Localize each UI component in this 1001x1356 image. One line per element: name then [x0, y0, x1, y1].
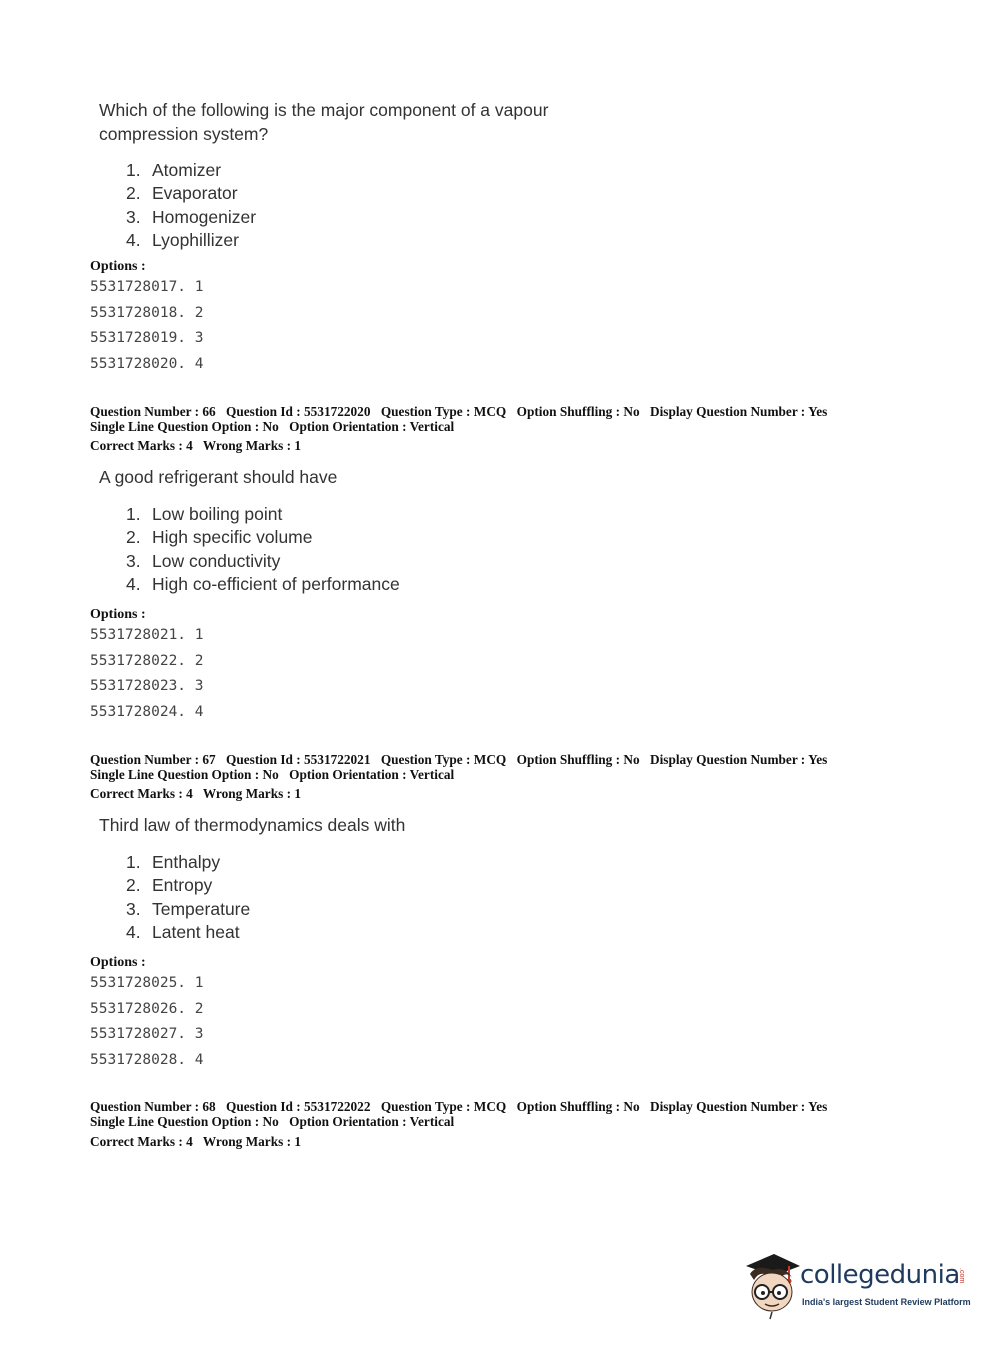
- single-line-option: Single Line Question Option : No: [90, 419, 279, 434]
- question-type: Question Type : MCQ: [380, 752, 507, 767]
- logo-domain-suffix: .com: [958, 1268, 965, 1284]
- display-question-number: Display Question Number : Yes: [649, 1099, 828, 1114]
- correct-marks: Correct Marks : 4: [90, 438, 193, 453]
- option-orientation: Option Orientation : Vertical: [289, 419, 455, 434]
- choice-item: 1. Enthalpy: [126, 852, 221, 872]
- option-id: 5531728023. 3: [90, 678, 204, 694]
- option-id: 5531728025. 1: [90, 975, 204, 991]
- question-id: Question Id : 5531722020: [226, 404, 371, 419]
- choice-item: 3. Temperature: [126, 898, 251, 919]
- choice-item: 1. Low boiling point: [126, 504, 283, 524]
- question-number: Question Number : 66: [90, 404, 216, 419]
- question-meta: [90, 752, 827, 782]
- option-id: 5531728017. 1: [90, 279, 204, 295]
- option-id: 5531728020. 4: [90, 355, 204, 372]
- logo-wordmark: collegedunia: [800, 1260, 960, 1290]
- option-id-list: [90, 275, 204, 377]
- option-shuffling: Option Shuffling : No: [516, 752, 640, 767]
- option-id: 5531728021. 1: [90, 627, 204, 643]
- choice-item: 4. Latent heat: [126, 921, 240, 942]
- display-question-number: Display Question Number : Yes: [649, 752, 828, 767]
- options-label: Options :: [90, 259, 146, 274]
- question-text: Third law of thermodynamics deals with: [99, 815, 406, 835]
- option-id: 5531728022. 2: [90, 652, 204, 669]
- wrong-marks: Wrong Marks : 1: [202, 438, 301, 453]
- marks-line: [90, 786, 301, 802]
- question-number: Question Number : 67: [90, 752, 216, 767]
- choice-list: [126, 503, 400, 596]
- question-id: Question Id : 5531722022: [226, 1099, 371, 1114]
- options-label: Options :: [90, 955, 146, 970]
- question-type: Question Type : MCQ: [380, 404, 507, 419]
- option-id: 5531728026. 2: [90, 1000, 204, 1017]
- question-id: Question Id : 5531722021: [226, 752, 371, 767]
- option-id-list: [90, 971, 204, 1073]
- option-id: 5531728027. 3: [90, 1026, 204, 1042]
- wrong-marks: Wrong Marks : 1: [202, 1134, 301, 1149]
- correct-marks: Correct Marks : 4: [90, 786, 193, 801]
- marks-line: [90, 438, 301, 454]
- options-label: Options :: [90, 607, 146, 622]
- question-type: Question Type : MCQ: [380, 1099, 507, 1114]
- single-line-option: Single Line Question Option : No: [90, 767, 279, 782]
- question-text: Which of the following is the major component of a vapour compression system?: [99, 100, 549, 144]
- correct-marks: Correct Marks : 4: [90, 1134, 193, 1149]
- single-line-option: Single Line Question Option : No: [90, 1114, 279, 1129]
- question-meta: [90, 1099, 827, 1129]
- choice-item: 2. Evaporator: [126, 183, 238, 204]
- option-id-list: [90, 623, 204, 725]
- question-number: Question Number : 68: [90, 1099, 216, 1114]
- option-id: 5531728028. 4: [90, 1051, 204, 1068]
- option-shuffling: Option Shuffling : No: [516, 404, 640, 419]
- option-id: 5531728019. 3: [90, 330, 204, 346]
- option-id: 5531728018. 2: [90, 304, 204, 321]
- option-orientation: Option Orientation : Vertical: [289, 767, 455, 782]
- question-meta: [90, 404, 827, 434]
- logo-tagline: India's largest Student Review Platform: [802, 1297, 971, 1307]
- wrong-marks: Wrong Marks : 1: [202, 786, 301, 801]
- collegedunia-logo[interactable]: [742, 1250, 972, 1322]
- mascot-icon: [742, 1250, 802, 1322]
- choice-item: 2. Entropy: [126, 875, 213, 896]
- choice-item: 4. High co-efficient of performance: [126, 573, 400, 594]
- marks-line: [90, 1134, 301, 1150]
- option-orientation: Option Orientation : Vertical: [289, 1114, 455, 1129]
- choice-item: 2. High specific volume: [126, 527, 313, 548]
- choice-item: 3. Low conductivity: [126, 550, 281, 571]
- display-question-number: Display Question Number : Yes: [649, 404, 828, 419]
- choice-list: [126, 159, 256, 252]
- option-shuffling: Option Shuffling : No: [516, 1099, 640, 1114]
- choice-item: 3. Homogenizer: [126, 206, 257, 227]
- choice-item: 1. Atomizer: [126, 160, 222, 180]
- choice-list: [126, 851, 250, 944]
- option-id: 5531728024. 4: [90, 703, 204, 720]
- question-text: A good refrigerant should have: [99, 467, 338, 487]
- choice-item: 4. Lyophillizer: [126, 229, 239, 250]
